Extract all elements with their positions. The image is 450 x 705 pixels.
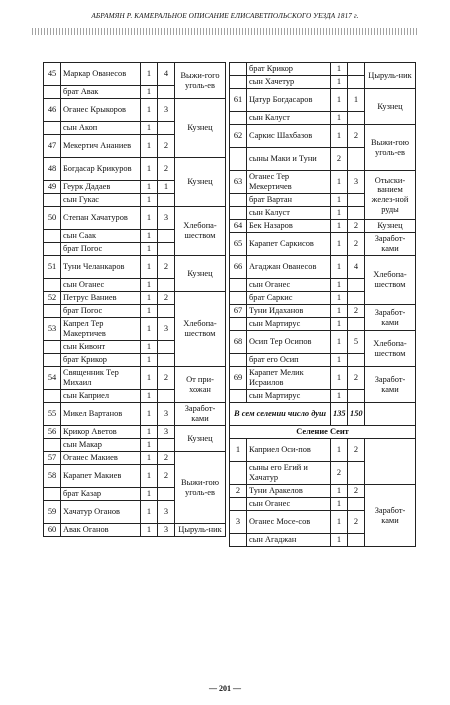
male-count: 1 (331, 89, 348, 112)
female-count (158, 194, 175, 207)
male-count: 1 (141, 256, 158, 279)
row-number: 62 (230, 125, 247, 148)
row-number (230, 390, 247, 403)
female-count: 2 (158, 256, 175, 279)
total-empty (365, 403, 416, 426)
row-number: 46 (44, 99, 61, 122)
row-number: 68 (230, 331, 247, 354)
male-count: 1 (331, 511, 348, 534)
occupation: Кузнец (175, 158, 226, 207)
table-row (44, 256, 226, 279)
male-count: 1 (141, 279, 158, 292)
person-name: брат Авак (61, 86, 141, 99)
occupation: Цыруль-ник (175, 524, 226, 537)
person-name: Авак Оганов (61, 524, 141, 537)
male-count: 1 (141, 243, 158, 256)
male-count: 1 (141, 367, 158, 390)
female-count (348, 462, 365, 485)
male-count: 1 (141, 292, 158, 305)
person-name: Священник Тер Михаил (61, 367, 141, 390)
table-row (230, 331, 416, 354)
male-count: 1 (141, 181, 158, 194)
female-count: 2 (158, 367, 175, 390)
person-name: Мекертич Ананиев (61, 135, 141, 158)
row-number (44, 122, 61, 135)
female-count: 1 (348, 89, 365, 112)
female-count: 3 (158, 99, 175, 122)
person-name: сын Каприел (61, 390, 141, 403)
person-name: Карапет Макиев (61, 465, 141, 488)
person-name: Оганес Тер Мекертичев (247, 171, 331, 194)
female-count: 2 (158, 135, 175, 158)
male-count: 1 (141, 403, 158, 426)
person-name: сын Калуст (247, 207, 331, 220)
male-count: 1 (141, 305, 158, 318)
occupation: Кузнец (365, 220, 416, 233)
male-count: 1 (141, 99, 158, 122)
row-number (230, 462, 247, 485)
occupation: Заработ-ками (365, 305, 416, 331)
female-count (348, 279, 365, 292)
section-row (230, 426, 416, 439)
row-number (230, 279, 247, 292)
female-count: 2 (348, 233, 365, 256)
occupation: Хлебопа-шеством (365, 256, 416, 305)
male-count: 1 (141, 135, 158, 158)
occupation: Кузнец (365, 89, 416, 125)
row-number: 66 (230, 256, 247, 279)
occupation: Выжи-гого уголь-ев (175, 63, 226, 99)
section-title: Селение Сеит (230, 426, 416, 439)
male-count: 2 (331, 462, 348, 485)
male-count: 1 (331, 439, 348, 462)
male-count: 1 (331, 220, 348, 233)
header-ornament (32, 28, 418, 35)
female-count: 2 (158, 292, 175, 305)
female-count (348, 207, 365, 220)
female-count (158, 341, 175, 354)
table-row (44, 63, 226, 86)
female-count (348, 194, 365, 207)
female-count: 2 (348, 439, 365, 462)
female-count (158, 439, 175, 452)
female-count (158, 354, 175, 367)
row-number (44, 439, 61, 452)
row-number: 64 (230, 220, 247, 233)
female-count: 3 (348, 171, 365, 194)
row-number (230, 354, 247, 367)
row-number (44, 390, 61, 403)
person-name: сын Оганес (61, 279, 141, 292)
row-number: 58 (44, 465, 61, 488)
male-count: 1 (141, 341, 158, 354)
person-name: сыны его Егий и Хачатур (247, 462, 331, 485)
male-count: 1 (141, 488, 158, 501)
row-number: 55 (44, 403, 61, 426)
row-number (44, 230, 61, 243)
table-row (44, 524, 226, 537)
person-name: сын Мартирус (247, 390, 331, 403)
person-name: Туни Идаханов (247, 305, 331, 318)
male-count: 1 (141, 230, 158, 243)
person-name: сын Оганес (247, 279, 331, 292)
person-name: брат Погос (61, 243, 141, 256)
table-row (230, 125, 416, 148)
male-count: 1 (141, 122, 158, 135)
occupation: Заработ-ками (365, 367, 416, 403)
female-count (158, 488, 175, 501)
female-count (158, 86, 175, 99)
table-row (44, 207, 226, 230)
male-count: 1 (141, 426, 158, 439)
row-number (230, 207, 247, 220)
person-name: брат Вартан (247, 194, 331, 207)
row-number: 3 (230, 511, 247, 534)
row-number (230, 292, 247, 305)
person-name: брат Крикор (61, 354, 141, 367)
table-row (230, 485, 416, 498)
male-count: 1 (331, 76, 348, 89)
row-number (44, 305, 61, 318)
person-name: Микел Вартанов (61, 403, 141, 426)
occupation: Хлебопа-шеством (365, 331, 416, 367)
male-count: 1 (331, 63, 348, 76)
female-count (348, 354, 365, 367)
total-row (230, 403, 416, 426)
person-name: Маркар Ованесов (61, 63, 141, 86)
occupation: Выжи-гою уголь-ев (175, 452, 226, 524)
female-count: 5 (348, 331, 365, 354)
row-number (44, 194, 61, 207)
table-row (230, 89, 416, 112)
row-number (44, 243, 61, 256)
person-name: Агаджан Ованесов (247, 256, 331, 279)
row-number (44, 488, 61, 501)
person-name: Туни Аракелов (247, 485, 331, 498)
person-name: сын Акоп (61, 122, 141, 135)
row-number (230, 76, 247, 89)
total-female: 150 (348, 403, 365, 426)
female-count (348, 534, 365, 547)
female-count (348, 63, 365, 76)
person-name: Цатур Богдасаров (247, 89, 331, 112)
male-count: 1 (141, 524, 158, 537)
row-number (44, 341, 61, 354)
male-count: 2 (331, 148, 348, 171)
table-row (230, 256, 416, 279)
male-count: 1 (141, 390, 158, 403)
male-count: 1 (331, 256, 348, 279)
female-count (158, 390, 175, 403)
table-row (44, 452, 226, 465)
person-name: Карапет Мелик Исраилов (247, 367, 331, 390)
person-name: Каприел Оси-пов (247, 439, 331, 462)
female-count: 2 (348, 125, 365, 148)
female-count (348, 76, 365, 89)
female-count: 4 (158, 63, 175, 86)
row-number (230, 318, 247, 331)
person-name: сын Кивонт (61, 341, 141, 354)
female-count: 2 (348, 305, 365, 318)
male-count: 1 (141, 158, 158, 181)
row-number (44, 279, 61, 292)
person-name: сын Оганес (247, 498, 331, 511)
male-count: 1 (141, 501, 158, 524)
person-name: брат его Осип (247, 354, 331, 367)
row-number: 45 (44, 63, 61, 86)
male-count: 1 (141, 207, 158, 230)
female-count: 3 (158, 426, 175, 439)
male-count: 1 (331, 125, 348, 148)
table-row (230, 171, 416, 194)
row-number: 1 (230, 439, 247, 462)
female-count (158, 279, 175, 292)
left-table (43, 62, 226, 537)
occupation: Цыруль-ник (365, 63, 416, 89)
female-count: 3 (158, 207, 175, 230)
table-row (230, 63, 416, 76)
female-count (158, 230, 175, 243)
row-number: 69 (230, 367, 247, 390)
row-number: 56 (44, 426, 61, 439)
row-number: 61 (230, 89, 247, 112)
female-count: 2 (348, 220, 365, 233)
male-count: 1 (141, 194, 158, 207)
male-count: 1 (331, 279, 348, 292)
occupation: Заработ-ками (175, 403, 226, 426)
female-count (348, 148, 365, 171)
table-row (44, 158, 226, 181)
row-number: 54 (44, 367, 61, 390)
male-count: 1 (331, 171, 348, 194)
female-count: 2 (158, 158, 175, 181)
right-table (229, 62, 416, 547)
person-name: брат Казар (61, 488, 141, 501)
person-name: сын Гукас (61, 194, 141, 207)
table-row (230, 305, 416, 318)
male-count: 1 (331, 207, 348, 220)
person-name: сын Калуст (247, 112, 331, 125)
total-label: В сем селении число душ (230, 403, 331, 426)
occupation: Кузнец (175, 256, 226, 292)
table-row (44, 367, 226, 390)
person-name: Саркис Шахбазов (247, 125, 331, 148)
male-count: 1 (141, 452, 158, 465)
male-count: 1 (331, 112, 348, 125)
person-name: сын Макар (61, 439, 141, 452)
row-number (230, 534, 247, 547)
table-row (44, 403, 226, 426)
table-row (230, 439, 416, 462)
female-count: 2 (348, 367, 365, 390)
male-count: 1 (141, 439, 158, 452)
table-row (230, 233, 416, 256)
page-number: — 201 — (209, 684, 241, 693)
male-count: 1 (141, 318, 158, 341)
table-row (230, 367, 416, 390)
occupation: Хлебопа-шеством (175, 207, 226, 256)
person-name: Степан Хачатуров (61, 207, 141, 230)
male-count: 1 (141, 86, 158, 99)
row-number: 52 (44, 292, 61, 305)
row-number: 63 (230, 171, 247, 194)
row-number (230, 498, 247, 511)
male-count: 1 (331, 354, 348, 367)
person-name: Оганес Мосе-сов (247, 511, 331, 534)
person-name: Карапет Саркисов (247, 233, 331, 256)
female-count (348, 390, 365, 403)
male-count: 1 (331, 534, 348, 547)
female-count (348, 318, 365, 331)
table-row (44, 99, 226, 122)
row-number: 51 (44, 256, 61, 279)
female-count (348, 112, 365, 125)
row-number (230, 63, 247, 76)
total-male: 135 (331, 403, 348, 426)
female-count (158, 122, 175, 135)
row-number: 57 (44, 452, 61, 465)
table-row (44, 292, 226, 305)
male-count: 1 (331, 233, 348, 256)
person-name: Оганес Крыкоров (61, 99, 141, 122)
occupation: Кузнец (175, 426, 226, 452)
occupation: Хлебопа-шеством (175, 292, 226, 367)
row-number: 48 (44, 158, 61, 181)
female-count: 3 (158, 318, 175, 341)
female-count: 4 (348, 256, 365, 279)
person-name: Крикор Аветов (61, 426, 141, 439)
person-name: сын Агаджан (247, 534, 331, 547)
row-number: 65 (230, 233, 247, 256)
female-count: 3 (158, 501, 175, 524)
female-count: 2 (348, 485, 365, 498)
row-number: 2 (230, 485, 247, 498)
row-number: 59 (44, 501, 61, 524)
occupation: Заработ-ками (365, 233, 416, 256)
row-number (44, 86, 61, 99)
row-number (230, 148, 247, 171)
table-row (230, 220, 416, 233)
person-name: брат Саркис (247, 292, 331, 305)
person-name: Капрел Тер Макертичев (61, 318, 141, 341)
occupation-empty (365, 439, 416, 485)
table-row (44, 426, 226, 439)
person-name: Осип Тер Осипов (247, 331, 331, 354)
person-name: Геурк Дадаев (61, 181, 141, 194)
row-number: 47 (44, 135, 61, 158)
male-count: 1 (331, 498, 348, 511)
male-count: 1 (331, 194, 348, 207)
male-count: 1 (331, 292, 348, 305)
male-count: 1 (141, 354, 158, 367)
female-count: 3 (158, 524, 175, 537)
person-name: Хачатур Оганов (61, 501, 141, 524)
female-count (158, 243, 175, 256)
person-name: Богдасар Крикуров (61, 158, 141, 181)
row-number: 67 (230, 305, 247, 318)
female-count: 3 (158, 403, 175, 426)
row-number: 60 (44, 524, 61, 537)
person-name: сын Мартирус (247, 318, 331, 331)
male-count: 1 (141, 465, 158, 488)
row-number: 53 (44, 318, 61, 341)
male-count: 1 (141, 63, 158, 86)
male-count: 1 (331, 390, 348, 403)
row-number: 50 (44, 207, 61, 230)
occupation: Отыски-ванием желез-ной руды (365, 171, 416, 220)
row-number: 49 (44, 181, 61, 194)
female-count (158, 305, 175, 318)
male-count: 1 (331, 367, 348, 390)
female-count: 2 (348, 511, 365, 534)
person-name: Оганес Макиев (61, 452, 141, 465)
occupation: Выжи-гою уголь-ев (365, 125, 416, 171)
male-count: 1 (331, 485, 348, 498)
running-header: АБРАМЯН Р. КАМЕРАЛЬНОЕ ОПИСАНИЕ ЕЛИСАВЕТПОЛЬСКОГО УЕЗДА 1817 г. (91, 12, 359, 20)
male-count: 1 (331, 331, 348, 354)
person-name: Туни Челанкаров (61, 256, 141, 279)
row-number (230, 194, 247, 207)
female-count: 1 (158, 181, 175, 194)
row-number (44, 354, 61, 367)
female-count: 2 (158, 465, 175, 488)
person-name: брат Крикор (247, 63, 331, 76)
person-name: сын Саак (61, 230, 141, 243)
male-count: 1 (331, 318, 348, 331)
person-name: сын Хачетур (247, 76, 331, 89)
occupation: Кузнец (175, 99, 226, 158)
female-count: 2 (158, 452, 175, 465)
occupation: От при-хожан (175, 367, 226, 403)
female-count (348, 292, 365, 305)
row-number (230, 112, 247, 125)
female-count (348, 498, 365, 511)
person-name: сыны Маки и Туни (247, 148, 331, 171)
male-count: 1 (331, 305, 348, 318)
person-name: Бек Назаров (247, 220, 331, 233)
occupation: Заработ-ками (365, 485, 416, 547)
person-name: Петрус Ваниев (61, 292, 141, 305)
person-name: брат Погос (61, 305, 141, 318)
